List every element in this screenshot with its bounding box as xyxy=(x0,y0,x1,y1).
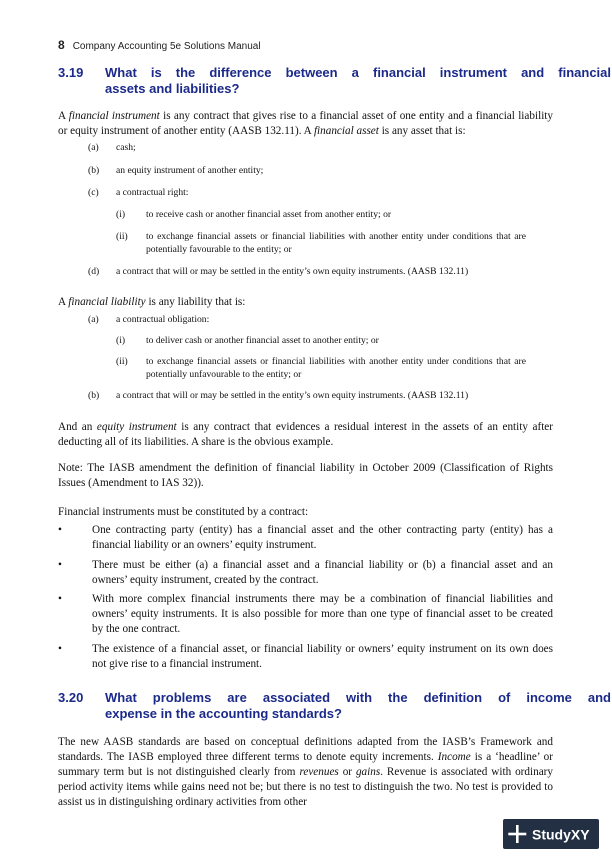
term-gains: gains xyxy=(355,766,381,778)
list-text: to exchange financial assets or financial liabilities with another entity under conditions that are potentially unfavourable to the entity; or xyxy=(146,356,526,380)
bullet-text: There must be either (a) a financial asset and a financial liability or (b) a financial asset and an owners’ equity instrument, created by the contract. xyxy=(92,559,553,586)
plus-icon xyxy=(508,825,526,843)
list-label: (i) xyxy=(116,335,126,346)
question-line-2: expense in the accounting standards? xyxy=(105,706,342,721)
list-label: (i) xyxy=(116,209,126,220)
bullet-glyph: • xyxy=(58,593,62,605)
list-text: a contract that will or may be settled in the entity’s own equity instruments. (AASB 132.11) xyxy=(116,266,469,277)
paragraph-income-expense xyxy=(58,735,553,810)
paragraph-financial-instrument xyxy=(58,109,553,139)
list-text: to exchange financial assets or financial liabilities with another entity under conditions that are potentially favourable to the entity; or xyxy=(146,231,526,255)
page-number: 8 xyxy=(58,38,65,52)
list-text: a contractual right: xyxy=(116,187,189,198)
text-run: is any contract that gives rise to a financial asset of one entity and a financial liability or equity instrument of another entity (AASB 132.11). A xyxy=(58,110,553,137)
list-text: a contractual obligation: xyxy=(116,314,210,325)
list-label: (b) xyxy=(88,165,100,176)
question-number: 3.19 xyxy=(58,65,84,80)
text-run: A xyxy=(58,110,69,122)
list-label: (ii) xyxy=(116,356,128,367)
paragraph-contract-intro: Financial instruments must be constituted by a contract: xyxy=(58,506,309,518)
term-income: Income xyxy=(437,751,471,763)
text-run: is any liability that is: xyxy=(145,296,246,308)
paragraph-financial-liability xyxy=(58,295,553,310)
bullet-glyph: • xyxy=(58,559,62,571)
list-label: (a) xyxy=(88,142,99,153)
question-line-1: What problems are associated with the definition of income and xyxy=(105,690,611,705)
list-label: (ii) xyxy=(116,231,128,242)
running-header xyxy=(58,38,261,52)
studyxy-logo xyxy=(503,819,599,849)
list-text: a contract that will or may be settled in the entity’s own equity instruments. (AASB 132.11) xyxy=(116,390,469,401)
header-title: Company Accounting 5e Solutions Manual xyxy=(72,41,261,52)
text-run: And an xyxy=(58,421,97,433)
text-run: is any asset that is: xyxy=(378,125,466,137)
studyxy-logo-mark xyxy=(507,823,595,845)
logo-wordmark: StudyXY xyxy=(532,826,590,843)
text-run: or xyxy=(338,766,356,778)
text-run: . Revenue is associated with ordinary period activity items while gains need not be; but there is no test to distinguish the two. No test is provided to assist us in distinguishing ordinary activities from other xyxy=(58,766,553,808)
bullet-text: With more complex financial instruments there may be a combination of financial liabilities and owners’ equity instruments. It is also possible for more than one type of financial asset to be created by the one contract. xyxy=(92,593,553,635)
bullet-text: One contracting party (entity) has a financial asset and the other contracting party (entity) has a financial liability or an owners’ equity instrument. xyxy=(92,524,553,551)
paragraph-equity-instrument xyxy=(58,420,553,450)
list-label: (b) xyxy=(88,390,100,401)
question-number: 3.20 xyxy=(58,690,84,705)
list-text: an equity instrument of another entity; xyxy=(116,165,264,176)
term-equity-instrument: equity instrument xyxy=(96,421,177,433)
list-label: (d) xyxy=(88,266,100,277)
bullet-glyph: • xyxy=(58,524,62,536)
list-text: cash; xyxy=(116,142,136,153)
text-run: A xyxy=(58,296,69,308)
list-label: (c) xyxy=(88,187,99,198)
term-financial-asset: financial asset xyxy=(313,125,379,137)
term-revenues: revenues xyxy=(299,766,339,778)
list-text: to deliver cash or another financial asset to another entity; or xyxy=(146,335,379,346)
bullet-text: The existence of a financial asset, or financial liability or owners’ equity instrument on its own does not give rise to a financial instrument. xyxy=(92,643,553,670)
text-run: The new AASB standards are based on conceptual definitions adapted from the IASB’s Framework and standards. The IASB employed three different terms to denote equity increments. xyxy=(58,736,553,763)
text-run: is a ‘headline’ or summary term but is not distinguished clearly from xyxy=(58,751,553,778)
bullet-glyph: • xyxy=(58,643,62,655)
list-text: to receive cash or another financial asset from another entity; or xyxy=(146,209,392,220)
question-line-1: What is the difference between a financial instrument and financial xyxy=(105,65,611,80)
list-label: (a) xyxy=(88,314,99,325)
term-financial-liability: financial liability xyxy=(68,296,146,308)
paragraph-note: Note: The IASB amendment the definition of financial liability in October 2009 (Classification of Rights Issues (Amendment to IAS 32)). xyxy=(58,462,553,489)
term-financial-instrument: financial instrument xyxy=(68,110,160,122)
text-run: is any contract that evidences a residual interest in the assets of an entity after deducting all of its liabilities. A share is the obvious example. xyxy=(58,421,553,448)
question-line-2: assets and liabilities? xyxy=(105,81,240,96)
